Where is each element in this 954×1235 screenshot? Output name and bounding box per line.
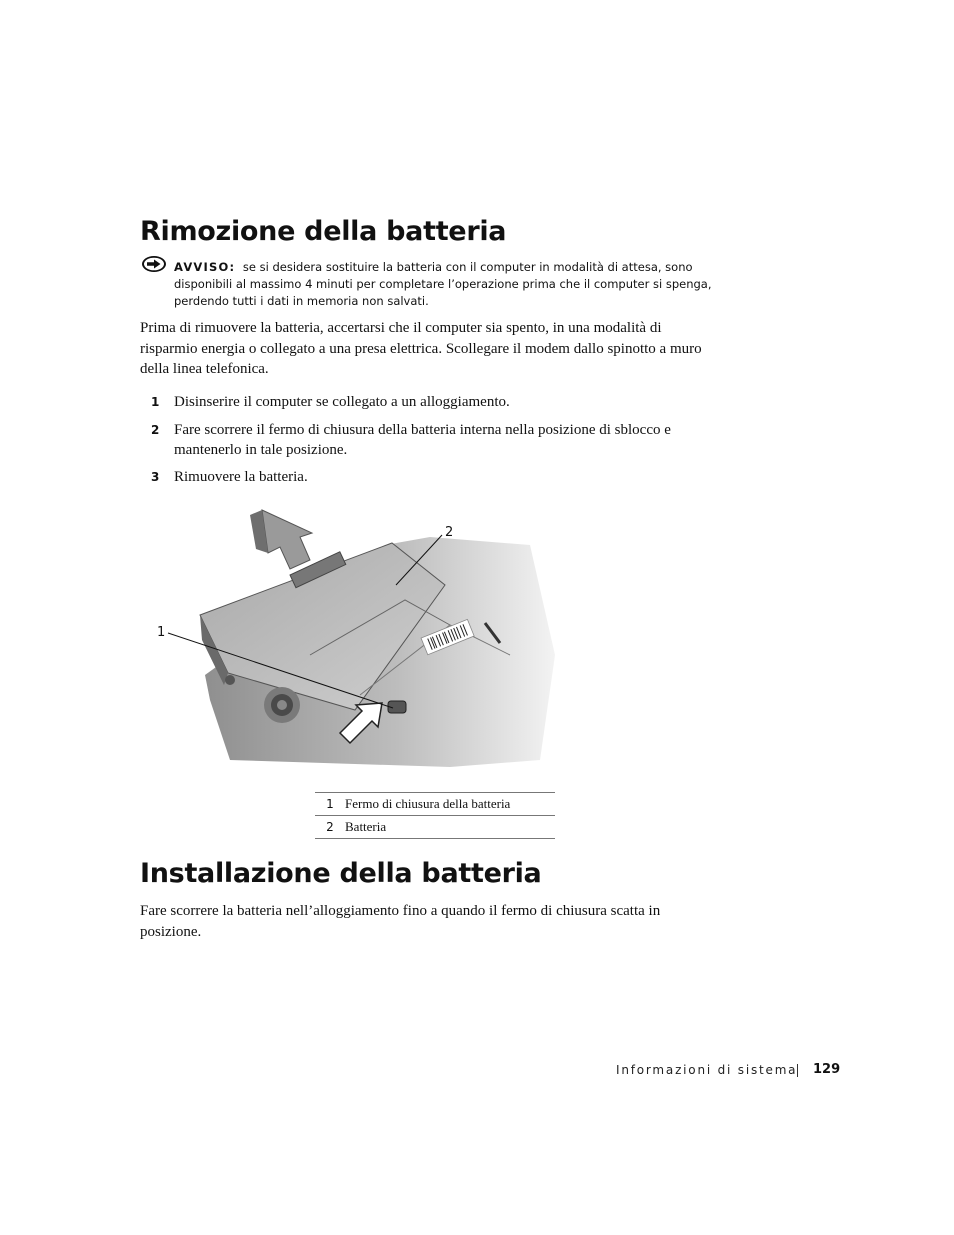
page-number: 129	[813, 1062, 841, 1077]
section-title-installazione: Installazione della batteria	[140, 858, 542, 889]
legend-text: Batteria	[345, 816, 555, 839]
installation-paragraph: Fare scorrere la batteria nell’alloggiamento fino a quando il fermo di chiusura scatta in posizione.	[140, 903, 661, 940]
footer-section-title: Informazioni di sistema	[616, 1063, 798, 1077]
figure-legend-table	[315, 792, 555, 839]
callout-number: 2	[445, 525, 454, 540]
callout-number: 1	[157, 625, 166, 640]
legend-text: Fermo di chiusura della batteria	[345, 793, 555, 816]
step-text: Rimuovere la batteria.	[174, 469, 308, 485]
legend-number: 2	[315, 816, 345, 839]
legend-row	[315, 816, 555, 839]
notice-arrow-icon	[141, 255, 167, 273]
notice-label: AVVISO:	[174, 260, 236, 274]
step-text: Fare scorrere il fermo di chiusura della batteria interna nella posizione di sblocco e mantenerlo in tale posizione.	[174, 422, 671, 458]
notice-block	[174, 259, 734, 310]
legend-number: 1	[315, 793, 345, 816]
legend-row	[315, 793, 555, 816]
battery-removal-illustration	[150, 505, 570, 775]
step-number: 1	[151, 395, 160, 409]
step-text: Disinserire il computer se collegato a un alloggiamento.	[174, 394, 510, 410]
section-title-rimozione: Rimozione della batteria	[140, 216, 507, 247]
notice-text: se si desidera sostituire la batteria con il computer in modalità di attesa, sono disponibili al massimo 4 minuti per completare l’operazione prima che il computer si spenga, perdendo tutti i dati in memoria non salvati.	[174, 260, 712, 308]
step-number: 2	[151, 423, 160, 437]
intro-paragraph: Prima di rimuovere la batteria, accertarsi che il computer sia spento, in una modalità di risparmio energia o collegato a una presa elettrica. Scollegare il modem dallo spinotto a muro della linea telefonica.	[140, 320, 702, 377]
footer-divider	[797, 1064, 798, 1077]
step-number: 3	[151, 470, 160, 484]
